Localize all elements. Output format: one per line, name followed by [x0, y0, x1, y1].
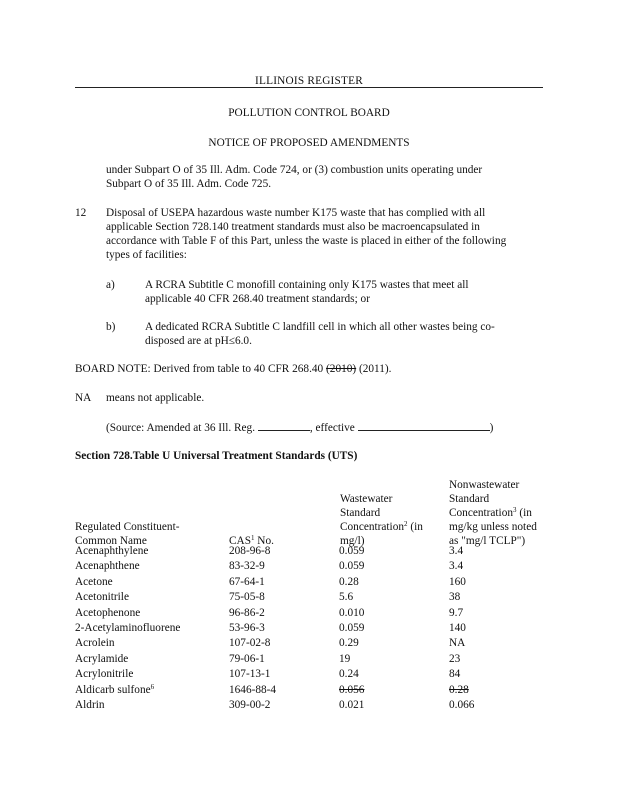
nonwastewater-concentration: 38 — [449, 591, 461, 604]
cas-number: 83-32-9 — [229, 560, 265, 573]
effective-date-blank — [358, 420, 490, 431]
constituent-name: Acrylonitrile — [75, 668, 134, 681]
source-line — [106, 420, 493, 435]
continuation-line-2: Subpart O of 35 Ill. Adm. Code 725. — [106, 178, 272, 190]
nonwastewater-concentration: 3.4 — [449, 545, 464, 557]
table-row — [75, 575, 549, 590]
source-suffix: ) — [489, 422, 494, 434]
note-number: 12 — [75, 207, 87, 219]
wastewater-concentration: 0.24 — [339, 668, 359, 681]
board-note-struck-year: (2010) — [326, 363, 357, 375]
table-row — [75, 621, 549, 636]
item-label-a: a) — [106, 279, 115, 291]
nonwastewater-concentration: 3.4 — [449, 560, 464, 573]
cas-number: 309-00-2 — [229, 698, 271, 711]
constituent-name: Acetophenone — [75, 606, 141, 619]
constituent-name: Aldicarb sulfone$^6$ — [75, 682, 155, 696]
notice-title: NOTICE OF PROPOSED AMENDMENTS — [208, 137, 410, 149]
table-row — [75, 544, 549, 559]
source-prefix: (Source: Amended at 36 Ill. Reg. — [106, 422, 258, 434]
table-row — [75, 590, 549, 605]
na-definition: means not applicable. — [106, 392, 205, 404]
cas-number: 107-02-8 — [229, 637, 271, 650]
board-note-suffix: (2011). — [356, 363, 392, 375]
table-row — [75, 606, 549, 621]
wastewater-concentration: 0.059 — [339, 560, 365, 573]
constituent-name: Acenaphthene — [75, 560, 140, 573]
wastewater-concentration: 19 — [339, 652, 351, 665]
nonwastewater-concentration: 84 — [449, 668, 461, 681]
cas-number: 75-05-8 — [229, 591, 265, 604]
wastewater-concentration: 0.059 — [339, 621, 365, 634]
header-wastewater: Wastewater Standard Concentration$^2$ (in mg/l) — [340, 493, 423, 547]
continuation-line-1: under Subpart O of 35 Ill. Adm. Code 724, or (3) combustion units operating under — [106, 164, 483, 176]
item-label-b: b) — [106, 321, 116, 333]
na-abbr: NA — [75, 392, 92, 404]
constituent-name: Acrolein — [75, 637, 115, 650]
constituent-name: Acetonitrile — [75, 591, 129, 604]
board-note — [75, 362, 392, 376]
source-middle: , effective — [309, 422, 358, 434]
cas-number: 208-96-8 — [229, 545, 271, 557]
constituent-name: Acenaphthylene — [75, 545, 149, 557]
nonwastewater-concentration: 9.7 — [449, 606, 464, 619]
cas-number: 1646-88-4 — [229, 683, 277, 696]
header-rule — [75, 87, 543, 88]
section-title: Section 728.Table U Universal Treatment Standards (UTS) — [75, 450, 358, 462]
table-row — [75, 652, 549, 667]
table-row — [75, 667, 549, 682]
nonwastewater-concentration: 0.28 — [449, 683, 469, 696]
wastewater-concentration: 5.6 — [339, 591, 354, 604]
wastewater-concentration: 0.056 — [339, 683, 365, 696]
item-a-line: applicable 40 CFR 268.40 treatment standards; or — [145, 293, 370, 305]
board-note-prefix: BOARD NOTE: Derived from table to 40 CFR 268.40 — [75, 363, 327, 375]
cas-number: 107-13-1 — [229, 668, 271, 681]
wastewater-concentration: 0.021 — [339, 698, 365, 711]
table-row — [75, 683, 549, 698]
header-cas: CAS$^1$ No. — [229, 534, 274, 547]
nonwastewater-concentration: NA — [449, 637, 466, 650]
cas-number: 67-64-1 — [229, 575, 265, 588]
header-constituent: Regulated Constituent- Common Name — [75, 521, 180, 547]
table-row — [75, 636, 549, 651]
wastewater-concentration: 0.29 — [339, 637, 359, 650]
board-name: POLLUTION CONTROL BOARD — [228, 107, 390, 119]
table-row — [75, 559, 549, 574]
note-line: types of facilities: — [106, 249, 187, 261]
item-b-line: disposed are at pH≤6.0. — [145, 335, 252, 347]
wastewater-concentration: 0.28 — [339, 575, 359, 588]
uts-table — [75, 544, 549, 713]
item-a-line: A RCRA Subtitle C monofill containing only K175 wastes that meet all — [145, 279, 469, 291]
constituent-name: Acrylamide — [75, 652, 129, 665]
cas-number: 96-86-2 — [229, 606, 265, 619]
constituent-name: Aldrin — [75, 698, 105, 711]
cas-number: 53-96-3 — [229, 621, 265, 634]
item-b-line: A dedicated RCRA Subtitle C landfill cell in which all other wastes being co- — [145, 321, 495, 333]
wastewater-concentration: 0.010 — [339, 606, 365, 619]
register-header: ILLINOIS REGISTER — [255, 75, 363, 87]
header-nonwastewater: Nonwastewater Standard Concentration$^3$ (in mg/kg unless noted as "mg/l TCLP") — [449, 479, 537, 547]
register-page-blank — [258, 420, 310, 431]
note-line: Disposal of USEPA hazardous waste number K175 waste that has complied with all — [106, 207, 486, 219]
nonwastewater-concentration: 160 — [449, 575, 466, 588]
nonwastewater-concentration: 0.066 — [449, 698, 475, 711]
constituent-name: Acetone — [75, 575, 113, 588]
note-line: applicable Section 728.140 treatment standards must also be macroencapsulated in — [106, 221, 480, 233]
constituent-name: 2-Acetylaminofluorene — [75, 621, 181, 634]
nonwastewater-concentration: 23 — [449, 652, 461, 665]
wastewater-concentration: 0.059 — [339, 545, 365, 557]
nonwastewater-concentration: 140 — [449, 621, 466, 634]
note-line: accordance with Table F of this Part, unless the waste is placed in either of the following — [106, 235, 507, 247]
cas-number: 79-06-1 — [229, 652, 265, 665]
table-row — [75, 698, 549, 713]
